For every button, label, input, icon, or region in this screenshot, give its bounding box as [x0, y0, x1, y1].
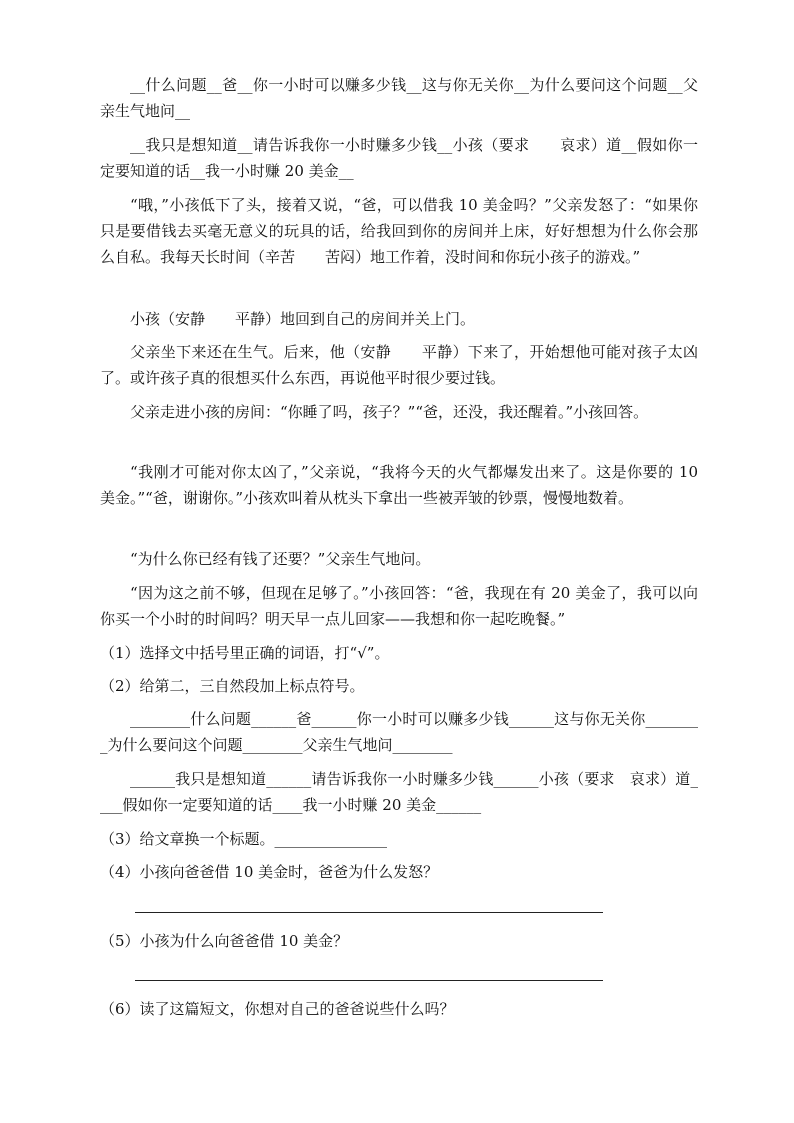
question-2-fill-line-2[interactable]: ______我只是想知道______请告诉我你一小时赚多少钱______小孩（要求 哀求）道____假如你一定要知道的话____我一小时赚 20 美金______	[100, 770, 698, 814]
passage-paragraph-6: 父亲坐下来还在生气。后来，他（安静 平静）下来了，开始想他可能对孩子太凶了。或许孩子真的很想买什么东西，再说他平时很少要过钱。	[100, 343, 698, 387]
passage-paragraph-10: “因为这之前不够，但现在足够了。”小孩回答：“爸，我现在有 20 美金了，我可以向你买一个小时的时间吗？明天早一点儿回家——我想和你一起吃晚餐。”	[100, 584, 698, 628]
question-4: （4）小孩向爸爸借 10 美金时，爸爸为什么发怒？	[100, 863, 439, 881]
question-1: （1）选择文中括号里正确的词语，打“√”。	[100, 644, 390, 662]
question-5: （5）小孩为什么向爸爸借 10 美金？	[100, 932, 349, 950]
passage-paragraph-7: 父亲走进小孩的房间：“你睡了吗，孩子？”“爸，还没，我还醒着。”小孩回答。	[130, 403, 649, 421]
passage-paragraph-8: “我刚才可能对你太凶了，”父亲说，“我将今天的火气都爆发出来了。这是你要的 10 美金。”“爸，谢谢你。”小孩欢叫着从枕头下拿出一些被弄皱的钞票，慢慢地数着。	[100, 463, 698, 507]
question-6: （6）读了这篇短文，你想对自己的爸爸说些什么吗？	[100, 1000, 455, 1018]
passage-paragraph-5: 小孩（安静 平静）地回到自己的房间并关上门。	[130, 310, 476, 328]
passage-paragraph-4: “哦，”小孩低下了头，接着又说，“爸，可以借我 10 美金吗？”父亲发怒了：“如果你只是要借钱去买毫无意义的玩具的话，给我回到你的房间并上床，好好想想为什么你会那么自私。我每天长时间（辛苦 苦闷）地工作着，没时间和你玩小孩子的游戏。”	[100, 196, 698, 266]
question-3: （3）给文章换一个标题。_______________	[100, 830, 388, 848]
question-5-answer-line[interactable]	[135, 980, 603, 981]
question-2-fill-line-1[interactable]: ________什么问题______爸______你一小时可以赚多少钱______这与你无关你________为什么要问这个问题________父亲生气地问________	[100, 710, 698, 754]
passage-paragraph-2: __什么问题__爸__你一小时可以赚多少钱__这与你无关你__为什么要问这个问题__父亲生气地问__	[100, 76, 698, 120]
passage-paragraph-3: __我只是想知道__请告诉我你一小时赚多少钱__小孩（要求 哀求）道__假如你一定要知道的话__我一小时赚 20 美金__	[100, 136, 698, 180]
passage-paragraph-9: “为什么你已经有钱了还要？”父亲生气地问。	[130, 550, 431, 568]
question-2: （2）给第二，三自然段加上标点符号。	[100, 677, 365, 695]
question-4-answer-line[interactable]	[135, 912, 603, 913]
